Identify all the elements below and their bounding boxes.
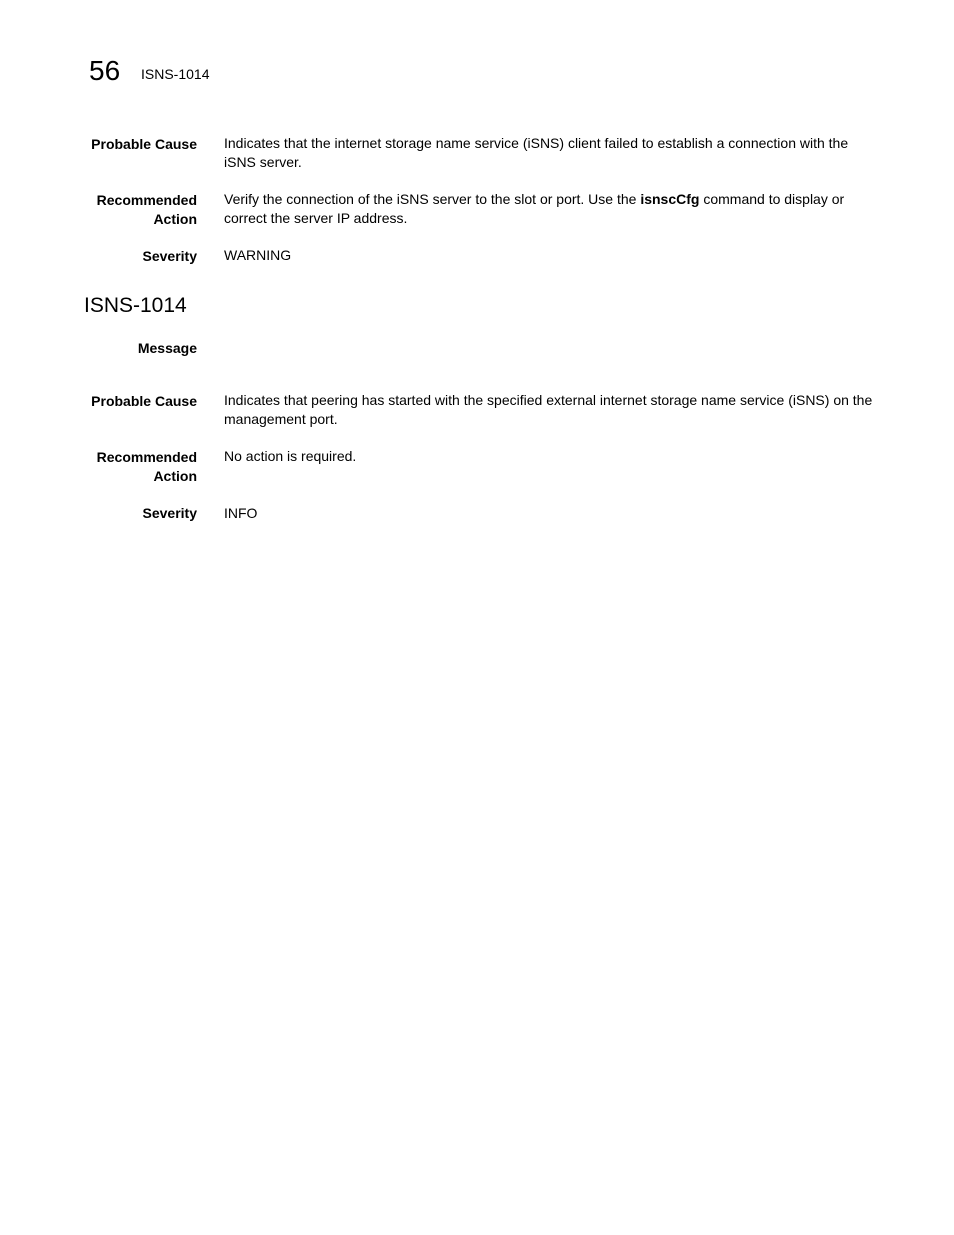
recommended-label-line-2: Action — [153, 211, 197, 227]
recommended-text-after: command to display or correct the server IP address. — [224, 191, 845, 226]
probable-cause-label: Probable Cause — [91, 136, 197, 152]
section-heading: ISNS-1014 — [84, 294, 187, 317]
severity-label: Severity — [142, 505, 197, 521]
message-label: Message — [137, 340, 197, 356]
recommended-action-label — [67, 191, 197, 229]
probable-cause-text: Indicates that peering has started with the specified external internet storage name service (iSNS) on the management port. — [224, 392, 873, 427]
recommended-label-line-2: Action — [153, 468, 197, 484]
severity-value: INFO — [224, 505, 258, 521]
recommended-label-line-1: Recommended — [96, 449, 197, 465]
probable-cause-text: Indicates that the internet storage name service (iSNS) client failed to establish a connection with the iSNS server. — [224, 135, 849, 170]
recommended-action-label — [67, 448, 197, 486]
running-header-title: ISNS-1014 — [141, 66, 210, 82]
severity-value: WARNING — [224, 247, 292, 263]
recommended-action-text: No action is required. — [224, 448, 357, 464]
page-header — [89, 54, 489, 94]
chapter-number: 56 — [89, 55, 121, 86]
recommended-label-line-1: Recommended — [96, 192, 197, 208]
severity-label: Severity — [142, 248, 197, 264]
command-name: isnscCfg — [640, 191, 700, 207]
recommended-action-text — [224, 190, 874, 228]
probable-cause-label: Probable Cause — [91, 393, 197, 409]
recommended-text-before: Verify the connection of the iSNS server to the slot or port. Use the — [224, 191, 641, 207]
